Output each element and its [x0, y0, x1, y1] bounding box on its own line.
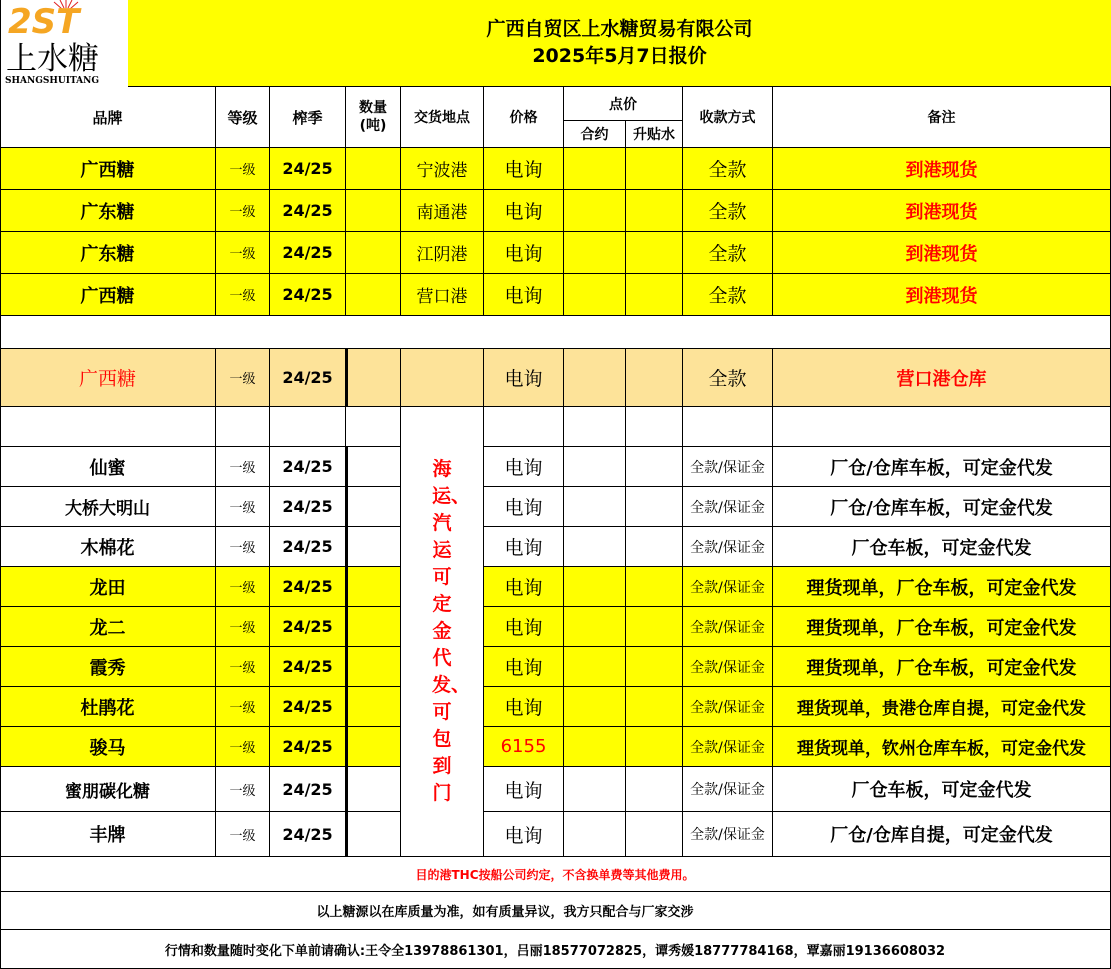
empty-cell	[270, 407, 346, 447]
season-cell: 24/25	[270, 190, 346, 232]
premium-cell	[626, 607, 683, 647]
contract-cell	[564, 567, 626, 607]
empty-cell	[216, 407, 270, 447]
delivery-cell: 江阴港	[401, 232, 484, 274]
price-cell: 电询	[484, 190, 564, 232]
grade-cell: 一级	[216, 148, 270, 190]
contract-cell	[564, 447, 626, 487]
empty-cell	[484, 407, 564, 447]
col-delivery: 交货地点	[401, 87, 484, 148]
premium-cell	[626, 647, 683, 687]
season-cell: 24/25	[270, 148, 346, 190]
remarks-cell: 厂仓车板，可定金代发	[773, 527, 1111, 567]
brand-cell: 仙蜜	[0, 447, 216, 487]
price-cell: 电询	[484, 687, 564, 727]
quantity-cell	[346, 687, 401, 727]
premium-cell	[626, 487, 683, 527]
col-points: 点价	[564, 87, 683, 121]
quantity-cell	[346, 607, 401, 647]
season-cell: 24/25	[270, 349, 346, 407]
grade-cell: 一级	[216, 232, 270, 274]
remarks-cell: 理货现单，贵港仓库自提，可定金代发	[773, 687, 1111, 727]
empty-cell	[0, 407, 216, 447]
company-logo	[0, 0, 128, 87]
logo-romanized: SHANGSHUITANG	[5, 76, 100, 86]
payment-cell: 全款/保证金	[683, 447, 773, 487]
contract-cell	[564, 527, 626, 567]
col-remarks: 备注	[773, 87, 1111, 148]
brand-cell: 广西糖	[0, 349, 216, 407]
contract-cell	[564, 687, 626, 727]
grade-cell: 一级	[216, 487, 270, 527]
brand-cell: 大桥大明山	[0, 487, 216, 527]
season-cell: 24/25	[270, 687, 346, 727]
remarks-cell: 到港现货	[773, 274, 1111, 316]
quantity-cell	[346, 727, 401, 767]
payment-cell: 全款/保证金	[683, 607, 773, 647]
payment-cell: 全款/保证金	[683, 687, 773, 727]
grade-cell: 一级	[216, 274, 270, 316]
price-cell: 6155	[484, 727, 564, 767]
price-cell: 电询	[484, 274, 564, 316]
premium-cell	[626, 349, 683, 407]
payment-cell: 全款/保证金	[683, 567, 773, 607]
payment-cell: 全款	[683, 190, 773, 232]
premium-cell	[626, 727, 683, 767]
price-cell: 电询	[484, 232, 564, 274]
col-quantity: 数量 (吨)	[346, 87, 401, 148]
price-cell: 电询	[484, 607, 564, 647]
empty-cell	[564, 407, 626, 447]
premium-cell	[626, 687, 683, 727]
season-cell: 24/25	[270, 812, 346, 857]
remarks-cell: 厂仓/仓库车板，可定金代发	[773, 447, 1111, 487]
col-premium: 升贴水	[626, 121, 683, 148]
quality-note: 以上糖源以在库质量为准，如有质量异议，我方只配合与厂家交涉	[316, 905, 694, 920]
grade-cell: 一级	[216, 190, 270, 232]
payment-cell: 全款/保证金	[683, 527, 773, 567]
payment-cell: 全款	[683, 232, 773, 274]
quantity-cell	[346, 232, 401, 274]
brand-cell: 广西糖	[0, 148, 216, 190]
contact-note-row	[0, 930, 1111, 969]
premium-cell	[626, 447, 683, 487]
payment-cell: 全款	[683, 349, 773, 407]
contract-cell	[564, 349, 626, 407]
premium-cell	[626, 274, 683, 316]
premium-cell	[626, 232, 683, 274]
price-cell: 电询	[484, 349, 564, 407]
empty-cell	[773, 407, 1111, 447]
remarks-cell: 营口港仓库	[773, 349, 1111, 407]
col-payment: 收款方式	[683, 87, 773, 148]
contract-cell	[564, 727, 626, 767]
payment-cell: 全款/保证金	[683, 487, 773, 527]
price-cell: 电询	[484, 527, 564, 567]
remarks-cell: 厂仓/仓库车板，可定金代发	[773, 487, 1111, 527]
remarks-cell: 理货现单，厂仓车板，可定金代发	[773, 567, 1111, 607]
payment-cell: 全款/保证金	[683, 767, 773, 812]
payment-cell: 全款/保证金	[683, 647, 773, 687]
remarks-cell: 厂仓/仓库自提，可定金代发	[773, 812, 1111, 857]
company-name: 广西自贸区上水糖贸易有限公司	[486, 18, 753, 40]
brand-cell: 龙二	[0, 607, 216, 647]
col-contract: 合约	[564, 121, 626, 148]
grade-cell: 一级	[216, 767, 270, 812]
season-cell: 24/25	[270, 274, 346, 316]
premium-cell	[626, 148, 683, 190]
brand-cell: 骏马	[0, 727, 216, 767]
contract-cell	[564, 647, 626, 687]
premium-cell	[626, 812, 683, 857]
quantity-cell	[346, 447, 401, 487]
empty-cell	[683, 407, 773, 447]
delivery-cell: 南通港	[401, 190, 484, 232]
price-cell: 电询	[484, 812, 564, 857]
grade-cell: 一级	[216, 647, 270, 687]
season-cell: 24/25	[270, 727, 346, 767]
grade-cell: 一级	[216, 567, 270, 607]
logo-graphic	[0, 0, 128, 87]
brand-cell: 广西糖	[0, 274, 216, 316]
logo-mark: 2ST	[8, 2, 80, 42]
grade-cell: 一级	[216, 447, 270, 487]
remarks-cell: 理货现单，厂仓车板，可定金代发	[773, 607, 1111, 647]
brand-cell: 龙田	[0, 567, 216, 607]
season-cell: 24/25	[270, 527, 346, 567]
price-cell: 电询	[484, 647, 564, 687]
logo-name: 上水糖	[6, 41, 99, 77]
contract-cell	[564, 148, 626, 190]
quantity-cell	[346, 274, 401, 316]
grade-cell: 一级	[216, 349, 270, 407]
col-season: 榨季	[270, 87, 346, 148]
thc-note-row	[0, 857, 1111, 892]
remarks-cell: 理货现单，钦州仓库车板，可定金代发	[773, 727, 1111, 767]
brand-cell: 丰牌	[0, 812, 216, 857]
price-cell: 电询	[484, 447, 564, 487]
shipping-note	[401, 407, 484, 857]
grade-cell: 一级	[216, 527, 270, 567]
contract-cell	[564, 274, 626, 316]
payment-cell: 全款/保证金	[683, 812, 773, 857]
grade-cell: 一级	[216, 687, 270, 727]
delivery-cell: 宁波港	[401, 148, 484, 190]
remarks-cell: 到港现货	[773, 232, 1111, 274]
season-cell: 24/25	[270, 607, 346, 647]
remarks-cell: 到港现货	[773, 190, 1111, 232]
quantity-cell	[346, 767, 401, 812]
grade-cell: 一级	[216, 812, 270, 857]
delivery-cell	[401, 349, 484, 407]
contract-cell	[564, 487, 626, 527]
brand-cell: 杜鹃花	[0, 687, 216, 727]
quantity-cell	[346, 148, 401, 190]
brand-cell: 广东糖	[0, 232, 216, 274]
col-brand: 品牌	[0, 87, 216, 148]
premium-cell	[626, 767, 683, 812]
contact-note: 行情和数量随时变化下单前请确认:王令全13978861301，吕丽18577072825，谭秀媛18777784168，覃嘉丽19136608032	[164, 943, 946, 959]
quote-date: 2025年5月7日报价	[532, 45, 707, 67]
price-cell: 电询	[484, 567, 564, 607]
price-cell: 电询	[484, 148, 564, 190]
payment-cell: 全款	[683, 148, 773, 190]
empty-cell	[626, 407, 683, 447]
premium-cell	[626, 527, 683, 567]
season-cell: 24/25	[270, 647, 346, 687]
contract-cell	[564, 607, 626, 647]
brand-cell: 木棉花	[0, 527, 216, 567]
payment-cell: 全款	[683, 274, 773, 316]
quantity-cell	[346, 567, 401, 607]
shipping-note-text: 海运、汽运可定金代发、可包到门	[432, 458, 471, 804]
price-cell: 电询	[484, 487, 564, 527]
premium-cell	[626, 190, 683, 232]
quantity-cell	[346, 190, 401, 232]
contract-cell	[564, 232, 626, 274]
quantity-cell	[346, 349, 401, 407]
col-price: 价格	[484, 87, 564, 148]
payment-cell: 全款/保证金	[683, 727, 773, 767]
thc-note: 目的港THC按船公司约定，不含换单费等其他费用。	[415, 867, 695, 882]
season-cell: 24/25	[270, 487, 346, 527]
remarks-cell: 到港现货	[773, 148, 1111, 190]
grade-cell: 一级	[216, 727, 270, 767]
quantity-cell	[346, 647, 401, 687]
contract-cell	[564, 767, 626, 812]
grade-cell: 一级	[216, 607, 270, 647]
sheet-title	[128, 0, 1111, 87]
season-cell: 24/25	[270, 447, 346, 487]
brand-cell: 广东糖	[0, 190, 216, 232]
price-cell: 电询	[484, 767, 564, 812]
brand-cell: 蜜朋碳化糖	[0, 767, 216, 812]
spacer-row	[0, 316, 1111, 349]
delivery-cell: 营口港	[401, 274, 484, 316]
remarks-cell: 理货现单，厂仓车板，可定金代发	[773, 647, 1111, 687]
contract-cell	[564, 190, 626, 232]
season-cell: 24/25	[270, 232, 346, 274]
quantity-cell	[346, 527, 401, 567]
quality-note-row	[0, 892, 1111, 930]
premium-cell	[626, 567, 683, 607]
season-cell: 24/25	[270, 767, 346, 812]
season-cell: 24/25	[270, 567, 346, 607]
empty-cell	[346, 407, 401, 447]
brand-cell: 霞秀	[0, 647, 216, 687]
remarks-cell: 厂仓车板，可定金代发	[773, 767, 1111, 812]
contract-cell	[564, 812, 626, 857]
quantity-cell	[346, 812, 401, 857]
quantity-cell	[346, 487, 401, 527]
col-grade: 等级	[216, 87, 270, 148]
